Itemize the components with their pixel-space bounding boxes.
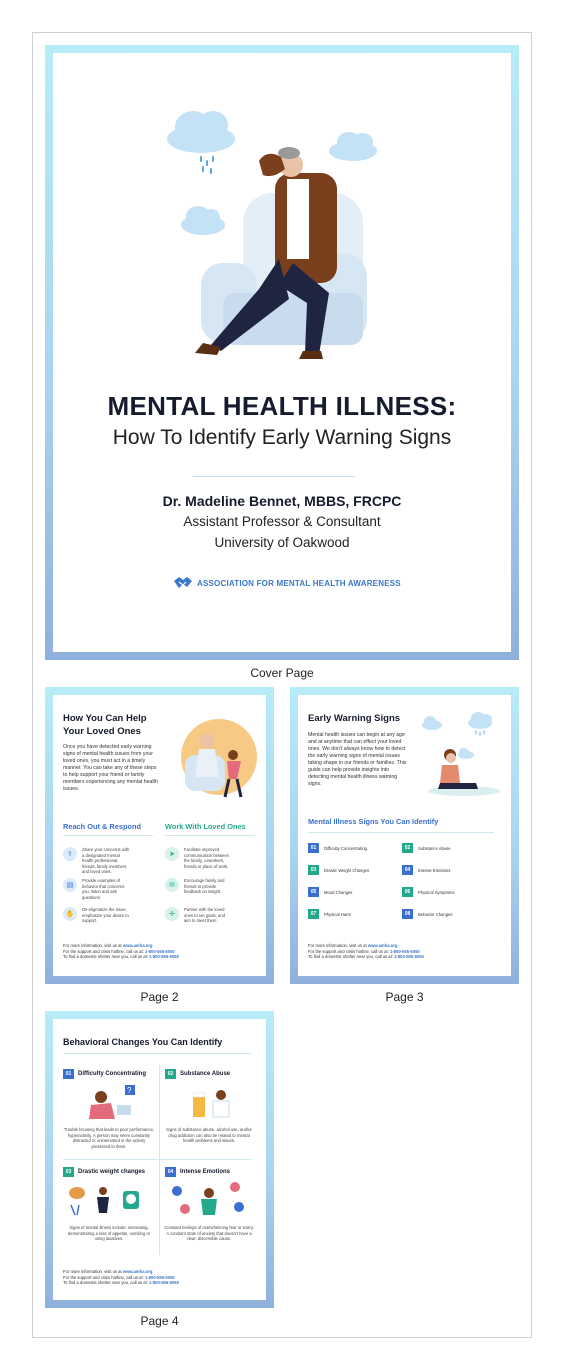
page-4-title: Behavioral Changes You Can Identify [63, 1037, 223, 1047]
hotline-number: 1-800-555-5050 [144, 1274, 175, 1280]
list-item [165, 847, 232, 869]
cover-author: Dr. Madeline Bennet, MBBS, FRCPC [162, 493, 402, 509]
behavior-description: Signs of mental illness include: overeating, demonstrating a loss of appetite, vomiting or using laxatives. [67, 1225, 151, 1242]
sign-number: 02 [402, 843, 413, 853]
footer-link[interactable]: www.amha.org [367, 943, 398, 948]
list-item-text: Facilitate improved communication between the family, coworkers, friends or place of work. [184, 847, 230, 869]
behavior-heading [63, 1069, 146, 1079]
page-3-sheet [298, 695, 511, 976]
sign-item [308, 887, 352, 897]
footer-text: For more information, visit us at [308, 943, 368, 948]
chat-icon: ✉ [165, 878, 179, 892]
title-divider [63, 1053, 251, 1054]
grid-divider [159, 1065, 160, 1255]
hotline-number: 1-800-555-5050 [144, 948, 175, 954]
page-3-intro: Mental health issues can begin at any age and at anytime that can effect your loved ones. We don't always know how to detect the early warning signs of mental issues taking shape in our friends or families. This guide can help provide insights into detecting mental health illness warning signs. [308, 732, 407, 787]
behavior-label: Difficulty Concentrating [78, 1071, 147, 1077]
page-4-caption: Page 4 [140, 1314, 179, 1328]
hotline-number: 1-800-555-5050 [389, 948, 420, 954]
footer-text: For the support and crisis hotline, call us at: [63, 948, 145, 954]
reach-out-heading: Reach Out & Respond [63, 822, 142, 831]
cover-page[interactable] [45, 45, 519, 660]
sign-item [402, 909, 452, 919]
footer-text: For the support and crisis hotline, call us at: [308, 948, 390, 954]
list-item-text: De-stigmatize the issue, emphasize your desire to support. [82, 907, 129, 923]
behavior-heading [165, 1167, 230, 1177]
cover-sheet [53, 53, 511, 652]
sign-number: 07 [308, 909, 319, 919]
sign-number: 03 [308, 865, 319, 875]
list-item-text: Provide examples of behavior that concerns you, listen and ask questions. [82, 878, 125, 900]
behavior-description: Signs of substance abuse, alcohol use, and/or drug addiction can also be related to mental health problems and issues. [166, 1127, 252, 1144]
page-2-footer [63, 943, 179, 960]
footer-text: For more information, visit us at [63, 943, 123, 948]
handshake-icon [173, 576, 193, 590]
sign-label: Physical Symptoms [418, 889, 455, 895]
page-4-footer [63, 1269, 179, 1286]
behavior-heading [165, 1069, 230, 1079]
cover-title: MENTAL HEALTH ILLNESS: [107, 391, 457, 421]
document-icon: ▤ [63, 878, 77, 892]
behavior-number: 03 [63, 1167, 74, 1177]
emotions-illustration [169, 1181, 249, 1221]
cover-caption: Cover Page [250, 666, 314, 680]
behavior-number: 04 [165, 1167, 176, 1177]
organization-logo [173, 576, 401, 590]
shelter-number: 1-800-555-5050 [149, 954, 179, 960]
behavior-label: Drastic weight changes [78, 1169, 146, 1175]
sign-item [402, 887, 455, 897]
section-divider [165, 835, 255, 836]
list-item [63, 907, 130, 924]
sign-label: Intense Emotions [418, 867, 451, 873]
helping-illustration [171, 715, 261, 805]
target-icon: ✛ [165, 907, 179, 921]
concentration-illustration [81, 1083, 141, 1123]
sign-label: Difficulty Concentrating [324, 845, 367, 851]
sign-label: Behavior Changes [418, 911, 453, 917]
sign-item [308, 865, 369, 875]
sign-number: 05 [308, 887, 319, 897]
behavior-label: Substance Abuse [180, 1071, 231, 1077]
weight-illustration [67, 1181, 147, 1221]
rain-icon [201, 157, 213, 173]
page-2-caption: Page 2 [140, 990, 179, 1004]
list-item [165, 878, 232, 895]
substance-illustration [183, 1083, 243, 1123]
footer-text: To find a domestic shelter near you, call us at: [308, 954, 395, 960]
page-2-intro: Once you have detected early warning signs of mental health issues from your loved ones, you must act in a timely manner. You can take any of these steps to help support your friend or family members experiencing any mental health issues. [63, 744, 158, 792]
footer-link[interactable]: www.amha.org [122, 943, 153, 948]
page-2-sheet [53, 695, 266, 976]
sign-label: Physical Harm [324, 911, 351, 917]
stethoscope-icon: ⚕ [63, 847, 77, 861]
sign-item [308, 909, 351, 919]
sign-number: 08 [402, 909, 413, 919]
cover-author-role: Assistant Professor & Consultant [183, 514, 381, 529]
page-3-caption: Page 3 [385, 990, 424, 1004]
sign-number: 04 [402, 865, 413, 875]
footer-text: For more information, visit us at [63, 1269, 123, 1274]
page-2[interactable] [45, 687, 274, 984]
list-item-text: Partner with the loved ones to set goals, and aim to meet them. [184, 907, 225, 923]
footer-link[interactable]: www.amha.org [122, 1269, 153, 1274]
section-divider [63, 835, 153, 836]
sign-item [402, 843, 451, 853]
page-4-sheet [53, 1019, 266, 1300]
sign-item [402, 865, 450, 875]
handshake-icon: ✋ [63, 907, 77, 921]
behavior-label: Intense Emotions [180, 1169, 231, 1175]
behavior-description: Constant feelings of overwhelming fear or worry. A constant state of anxiety that doesn't have a clear, discernible cause. [164, 1225, 254, 1242]
footer-text: To find a domestic shelter near you, call us at: [63, 1280, 150, 1286]
organization-name: ASSOCIATION FOR MENTAL HEALTH AWARENESS [197, 578, 401, 588]
page-4[interactable] [45, 1011, 274, 1308]
list-item [165, 907, 232, 924]
sign-label: Substance Abuse [418, 845, 451, 851]
section-divider [308, 832, 494, 833]
page-2-title-line2: Your Loved Ones [63, 726, 141, 737]
footer-text: For the support and crisis hotline, call us at: [63, 1274, 145, 1280]
behavior-description: Trouble focusing that leads to poor performance, hyperactivity. A person may seem constantly distracted or uninterested in the activity presented to them. [63, 1127, 155, 1149]
work-with-heading: Work With Loved Ones [165, 822, 246, 831]
page-2-title-line1: How You Can Help [63, 713, 147, 724]
cover-university: University of Oakwood [214, 535, 350, 550]
list-item [63, 847, 130, 875]
sign-label: Mood Changes [324, 889, 353, 895]
sign-item [308, 843, 367, 853]
list-item [63, 878, 130, 900]
svg-text:?: ? [127, 1086, 132, 1095]
sign-number: 06 [402, 887, 413, 897]
grid-divider [63, 1159, 251, 1160]
page-3[interactable] [290, 687, 519, 984]
worried-person-illustration [416, 711, 506, 801]
signs-heading: Mental Illness Signs You Can Identify [308, 817, 439, 826]
sign-label: Drastic Weight Changes [324, 867, 370, 873]
footer-text: To find a domestic shelter near you, call us at: [63, 954, 150, 960]
sign-number: 01 [308, 843, 319, 853]
shelter-number: 1-800-555-5050 [394, 954, 424, 960]
list-item-text: Share your concerns with a designated mental health professional, friends, family members and loved ones. [82, 847, 130, 874]
behavior-heading [63, 1167, 145, 1177]
cover-subtitle: How To Identify Early Warning Signs [112, 426, 452, 449]
cover-divider [193, 476, 355, 477]
page-3-title: Early Warning Signs [308, 713, 401, 724]
send-icon: ➤ [165, 847, 179, 861]
behavior-number: 01 [63, 1069, 74, 1079]
behavior-number: 02 [165, 1069, 176, 1079]
page-3-footer [308, 943, 424, 960]
cover-illustration [53, 53, 511, 383]
shelter-number: 1-800-555-5050 [149, 1280, 179, 1286]
list-item-text: Encourage family and friends to provide feedback on insight. [184, 878, 225, 894]
